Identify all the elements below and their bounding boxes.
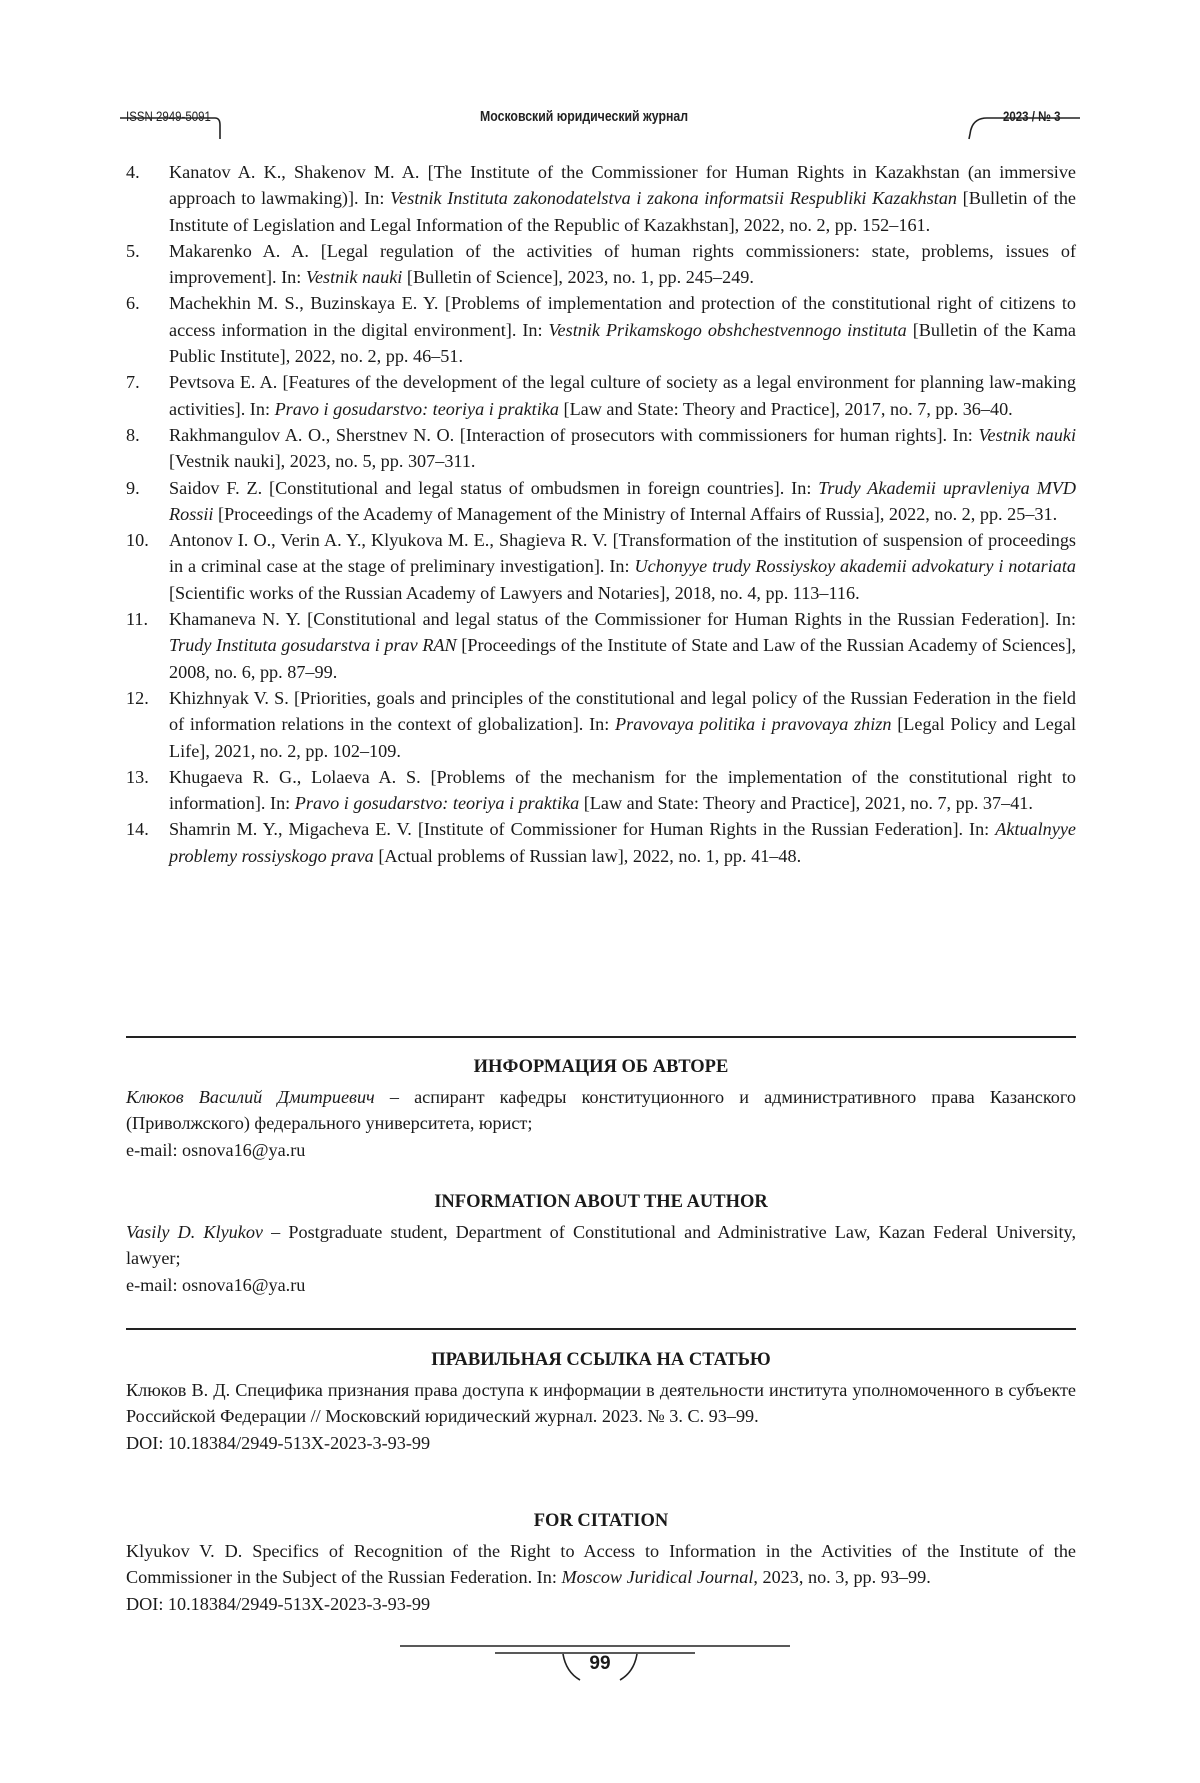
reference-text: [Vestnik nauki], 2023, no. 5, pp. 307–311. xyxy=(169,451,475,471)
reference-text: [Bulletin of Science], 2023, no. 1, pp. 245–249. xyxy=(402,267,754,287)
reference-text: Khugaeva R. G., Lolaeva A. S. [Problems of the mechanism for the implementation of the constitutional right to information]. In: xyxy=(169,767,1076,813)
author-en-description: – Postgraduate student, Department of Constitutional and Administrative Law, Kazan Federal University, lawyer; xyxy=(126,1222,1076,1268)
reference-text: Kanatov A. K., Shakenov M. A. [The Institute of the Commissioner for Human Rights in Kazakhstan (an immersive approach to lawmaking)]. In: xyxy=(169,162,1076,208)
reference-source-title: Trudy Akademii upravleniya MVD Rossii xyxy=(169,478,1076,524)
reference-text: [Proceedings of the Academy of Management of the Ministry of Internal Affairs of Russia], 2022, no. 2, pp. 25–31. xyxy=(213,504,1057,524)
reference-number: 13. xyxy=(126,764,149,790)
reference-item xyxy=(126,527,1076,606)
journal-title: Московский юридический журнал xyxy=(480,108,688,125)
reference-text: [Actual problems of Russian law], 2022, no. 1, pp. 41–48. xyxy=(374,846,801,866)
reference-text: [Law and State: Theory and Practice], 2017, no. 7, pp. 36–40. xyxy=(559,399,1013,419)
citation-en xyxy=(126,1538,1076,1617)
reference-item xyxy=(126,475,1076,528)
reference-text: Rakhmangulov A. O., Sherstnev N. O. [Interaction of prosecutors with commissioners for human rights]. In: xyxy=(169,425,978,445)
reference-source-title: Vestnik Prikamskogo obshchestvennogo instituta xyxy=(548,320,906,340)
reference-item xyxy=(126,685,1076,764)
reference-item xyxy=(126,238,1076,291)
citation-ru-doi: DOI: 10.18384/2949-513X-2023-3-93-99 xyxy=(126,1430,1076,1456)
reference-source-title: Aktualnyye problemy rossiyskogo prava xyxy=(169,819,1076,865)
section-divider xyxy=(126,1328,1076,1330)
running-header xyxy=(120,90,1080,146)
author-ru-heading: ИНФОРМАЦИЯ ОБ АВТОРЕ xyxy=(126,1057,1076,1078)
author-en-name: Vasily D. Klyukov xyxy=(126,1222,263,1242)
reference-item xyxy=(126,606,1076,685)
reference-text: Pevtsova E. A. [Features of the development of the legal culture of society as a legal environment for planning law-making activities]. In: xyxy=(169,372,1076,418)
reference-text: Saidov F. Z. [Constitutional and legal status of ombudsmen in foreign countries]. In: xyxy=(169,478,818,498)
reference-item xyxy=(126,764,1076,817)
reference-item xyxy=(126,422,1076,475)
reference-number: 9. xyxy=(126,475,140,501)
reference-item xyxy=(126,816,1076,869)
author-ru-name: Клюков Василий Дмитриевич xyxy=(126,1087,375,1107)
page-footer xyxy=(400,1630,800,1690)
reference-number: 10. xyxy=(126,527,149,553)
citation-en-heading: FOR CITATION xyxy=(126,1511,1076,1532)
reference-number: 12. xyxy=(126,685,149,711)
reference-source-title: Vestnik Instituta zakonodatelstva i zakona informatsii Respubliki Kazakhstan xyxy=(390,188,957,208)
author-en-info xyxy=(126,1219,1076,1298)
reference-item xyxy=(126,369,1076,422)
reference-number: 7. xyxy=(126,369,140,395)
reference-text: Shamrin M. Y., Migacheva E. V. [Institute of Commissioner for Human Rights in the Russian Federation]. In: xyxy=(169,819,995,839)
reference-item xyxy=(126,290,1076,369)
reference-number: 14. xyxy=(126,816,149,842)
citation-en-text-after: , 2023, no. 3, pp. 93–99. xyxy=(753,1567,930,1587)
reference-item xyxy=(126,159,1076,238)
reference-text: [Law and State: Theory and Practice], 2021, no. 7, pp. 37–41. xyxy=(579,793,1033,813)
author-ru-info xyxy=(126,1084,1076,1163)
reference-text: Khizhnyak V. S. [Priorities, goals and principles of the constitutional and legal policy of the Russian Federation in the field of information relations in the context of globalization]. In: xyxy=(169,688,1076,734)
reference-number: 8. xyxy=(126,422,140,448)
page-number: 99 xyxy=(575,1653,625,1675)
author-ru-description: – аспирант кафедры конституционного и административного права Казанского (Приволжского) федерального университета, юрист; xyxy=(126,1087,1076,1133)
reference-number: 5. xyxy=(126,238,140,264)
section-divider xyxy=(126,1036,1076,1038)
author-ru-email: e-mail: osnova16@ya.ru xyxy=(126,1137,1076,1163)
reference-text: [Scientific works of the Russian Academy of Lawyers and Notaries], 2018, no. 4, pp. 113–116. xyxy=(169,583,860,603)
page xyxy=(0,0,1200,1783)
author-en-heading: INFORMATION ABOUT THE AUTHOR xyxy=(126,1192,1076,1213)
reference-text: [Bulletin of the Kama Public Institute], 2022, no. 2, pp. 46–51. xyxy=(169,320,1076,366)
reference-number: 6. xyxy=(126,290,140,316)
reference-text: [Legal Policy and Legal Life], 2021, no. 2, pp. 102–109. xyxy=(169,714,1076,760)
reference-list xyxy=(126,159,1076,869)
issue-label: 2023 / № 3 xyxy=(1003,108,1060,124)
citation-ru-heading: ПРАВИЛЬНАЯ ССЫЛКА НА СТАТЬЮ xyxy=(126,1350,1076,1371)
citation-ru xyxy=(126,1377,1076,1456)
reference-number: 11. xyxy=(126,606,148,632)
reference-source-title: Uchonyye trudy Rossiyskoy akademii advokatury i notariata xyxy=(634,556,1076,576)
reference-text: Antonov I. O., Verin A. Y., Klyukova M. E., Shagieva R. V. [Transformation of the institution of suspension of proceedings in a criminal case at the stage of preliminary investigation]. In: xyxy=(169,530,1076,576)
reference-source-title: Pravovaya politika i pravovaya zhizn xyxy=(615,714,891,734)
reference-source-title: Vestnik nauki xyxy=(978,425,1076,445)
citation-en-doi: DOI: 10.18384/2949-513X-2023-3-93-99 xyxy=(126,1591,1076,1617)
reference-number: 4. xyxy=(126,159,140,185)
reference-text: Khamaneva N. Y. [Constitutional and legal status of the Commissioner for Human Rights in the Russian Federation]. In: xyxy=(169,609,1076,629)
citation-en-text-before: Klyukov V. D. Specifics of Recognition of the Right to Access to Information in the Activities of the Institute of the Commissioner in the Subject of the Russian Federation. In: xyxy=(126,1541,1076,1587)
reference-source-title: Vestnik nauki xyxy=(306,267,402,287)
reference-source-title: Pravo i gosudarstvo: teoriya i praktika xyxy=(275,399,559,419)
citation-ru-text: Клюков В. Д. Специфика признания права доступа к информации в деятельности института уполномоченного в субъекте Российской Федерации // Московский юридический журнал. 2023. № 3. С. 93–99. xyxy=(126,1380,1076,1426)
reference-text: Makarenko A. A. [Legal regulation of the activities of human rights commissioners: state, problems, issues of improvement]. In: xyxy=(169,241,1076,287)
reference-text: [Proceedings of the Institute of State and Law of the Russian Academy of Sciences], 2008, no. 6, pp. 87–99. xyxy=(169,635,1076,681)
author-en-email: e-mail: osnova16@ya.ru xyxy=(126,1272,1076,1298)
reference-source-title: Pravo i gosudarstvo: teoriya i praktika xyxy=(295,793,579,813)
issn-label: ISSN 2949-5091 xyxy=(126,108,211,124)
reference-source-title: Trudy Instituta gosudarstva i prav RAN xyxy=(169,635,457,655)
reference-text: [Bulletin of the Institute of Legislation and Legal Information of the Republic of Kazakhstan], 2022, no. 2, pp. 152–161. xyxy=(169,188,1076,234)
reference-text: Machekhin M. S., Buzinskaya E. Y. [Problems of implementation and protection of the constitutional right of citizens to access information in the digital environment]. In: xyxy=(169,293,1076,339)
citation-en-journal: Moscow Juridical Journal xyxy=(561,1567,753,1587)
